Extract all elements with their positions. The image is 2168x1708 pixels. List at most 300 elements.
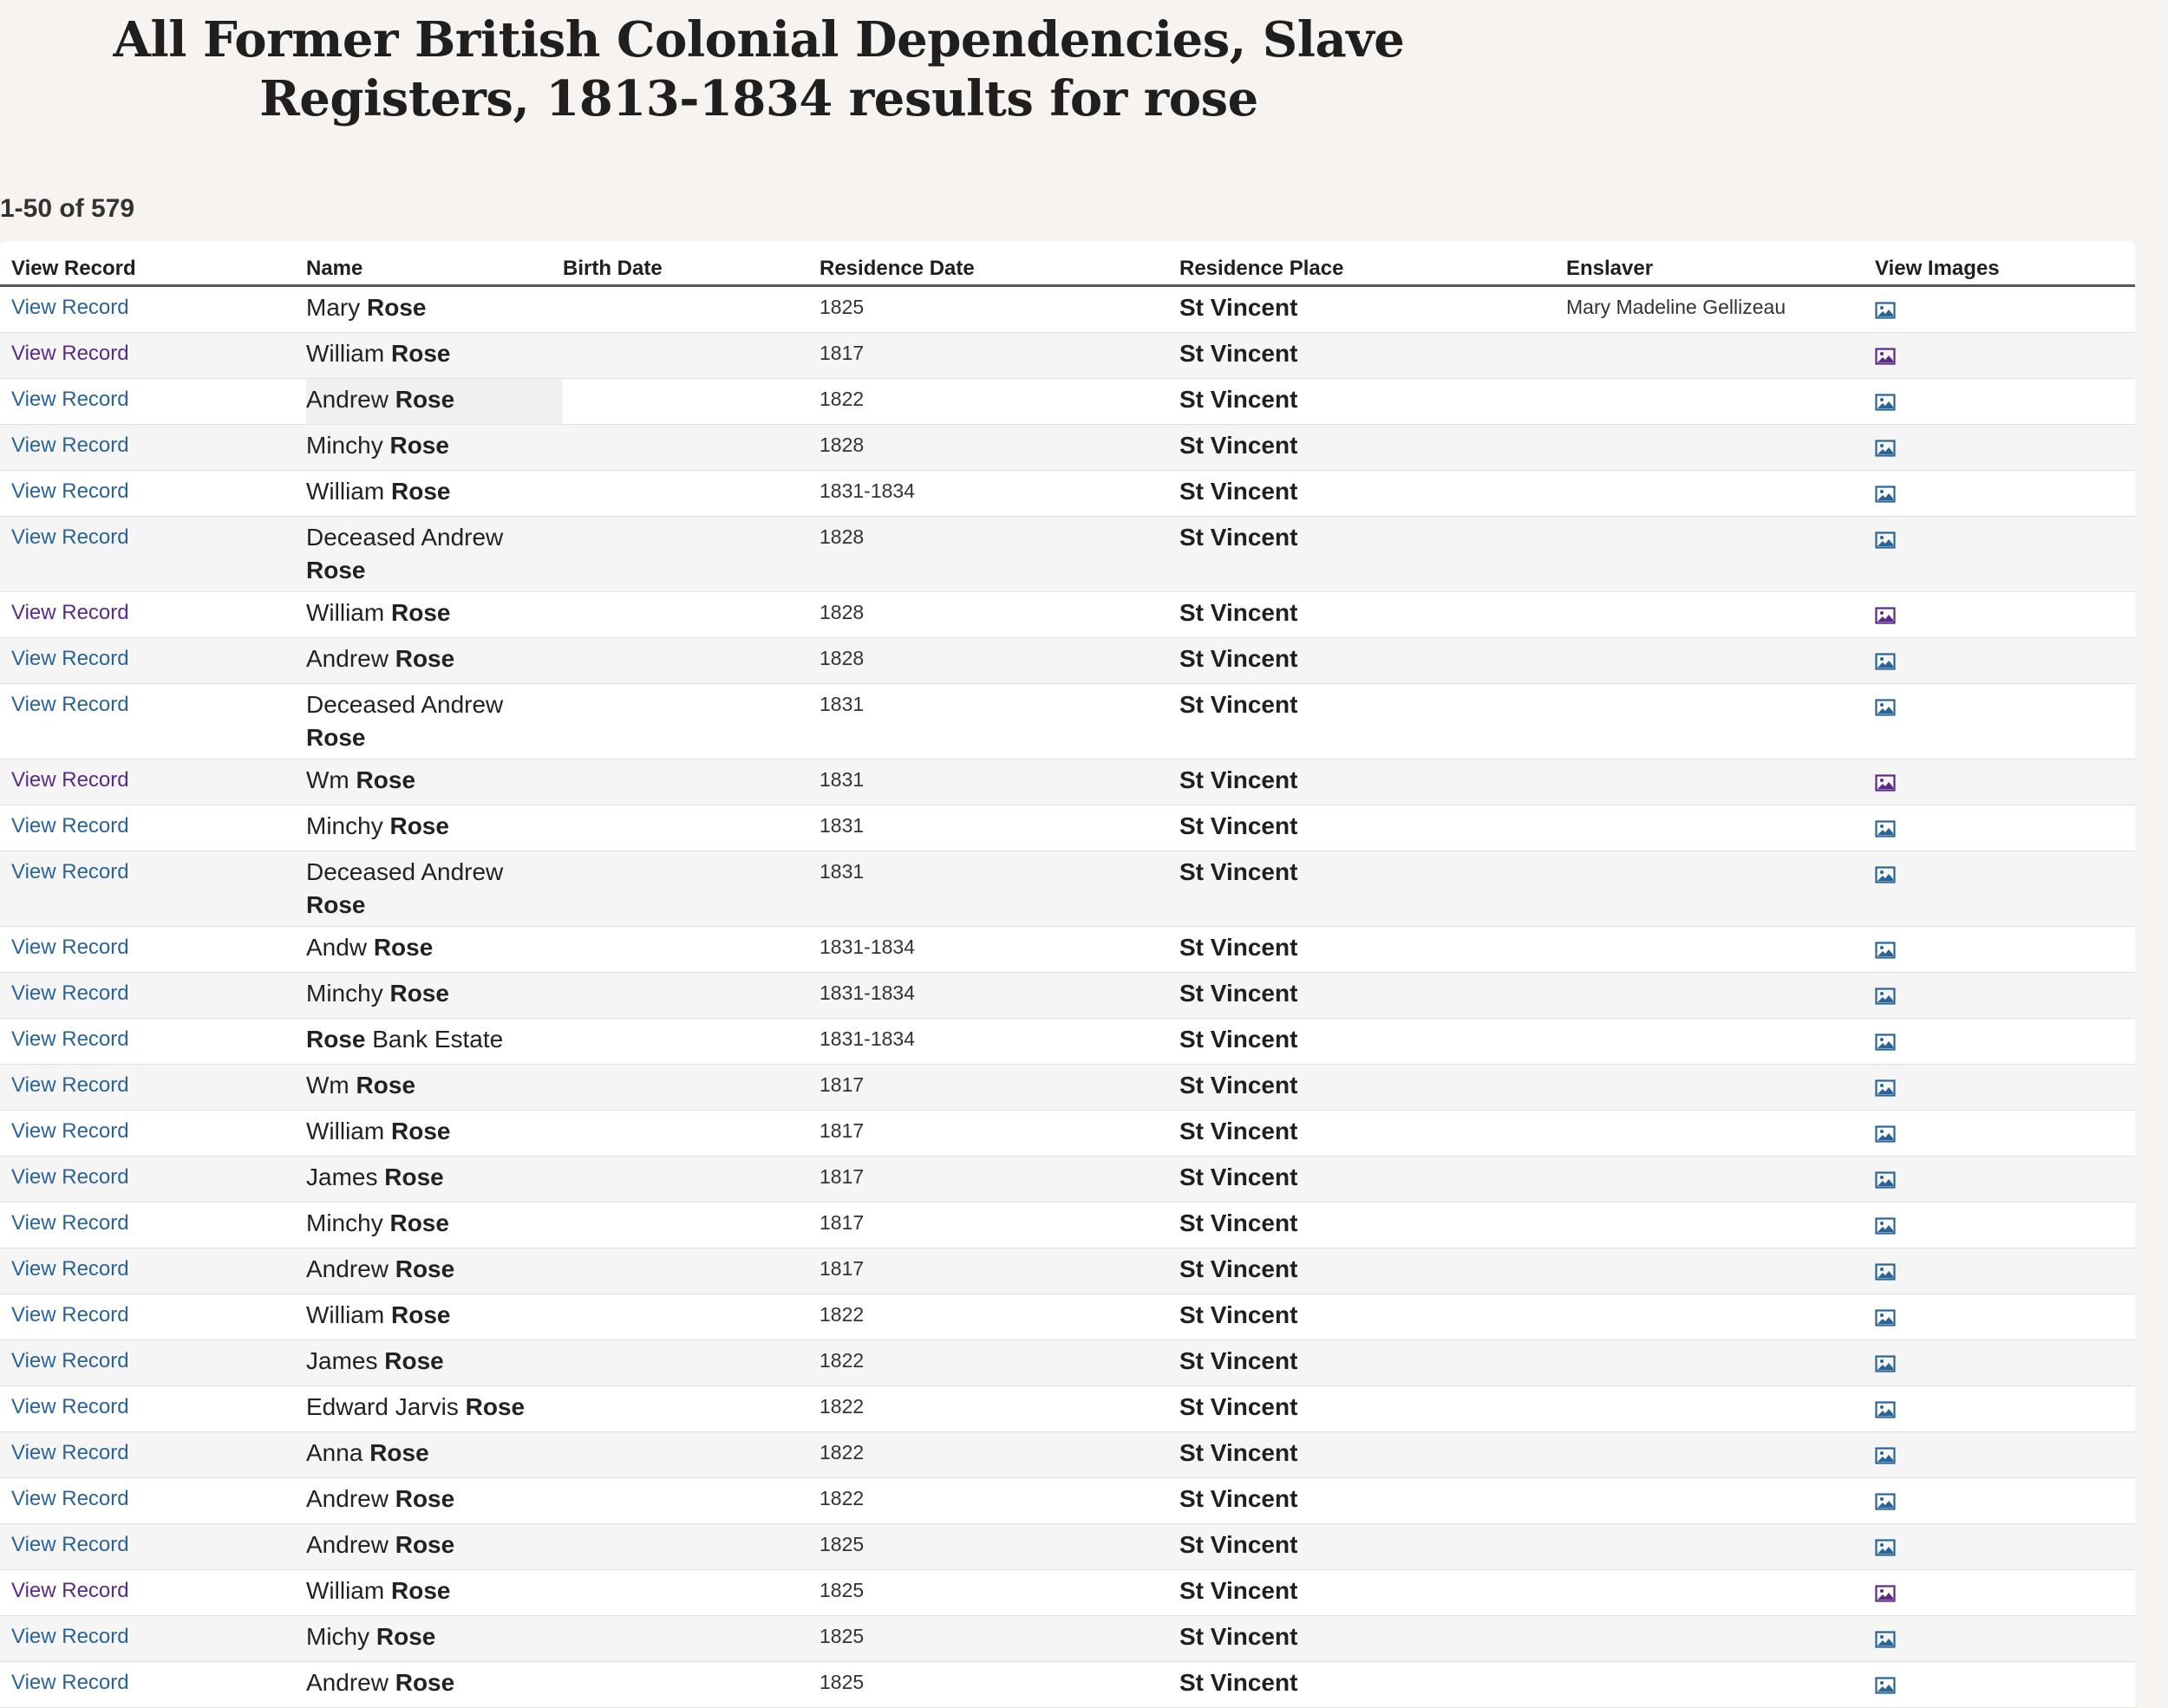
cell-view-images <box>1875 1340 2135 1386</box>
cell-residence-date <box>820 1065 1179 1111</box>
view-record-link[interactable]: View Record <box>11 814 129 838</box>
residence-date: 1817 <box>820 1257 865 1280</box>
cell-residence-date <box>820 517 1179 592</box>
cell-birth-date <box>563 805 820 851</box>
record-name <box>306 691 503 751</box>
residence-place: St Vincent <box>1179 645 1298 672</box>
cell-residence-place <box>1179 1203 1566 1248</box>
residence-place: St Vincent <box>1179 599 1298 626</box>
col-header-name: Name <box>306 241 563 286</box>
image-icon[interactable] <box>1875 1259 1896 1276</box>
cell-view-record <box>0 1478 306 1524</box>
view-record-link[interactable]: View Record <box>11 647 129 670</box>
view-record-link[interactable]: View Record <box>11 860 129 883</box>
cell-residence-date <box>820 1432 1179 1478</box>
record-name <box>306 1301 450 1328</box>
name-given: Andrew <box>306 645 389 672</box>
name-given: Minchy <box>306 432 383 459</box>
cell-name <box>306 1570 563 1616</box>
cell-enslaver <box>1566 592 1875 638</box>
cell-residence-place <box>1179 1340 1566 1386</box>
image-icon[interactable] <box>1875 435 1896 453</box>
cell-view-images <box>1875 1478 2135 1524</box>
cell-name <box>306 471 563 517</box>
record-name <box>306 1531 454 1558</box>
residence-date: 1831-1834 <box>820 935 915 958</box>
cell-view-record <box>0 638 306 684</box>
view-record-link[interactable]: View Record <box>11 1257 129 1281</box>
cell-enslaver <box>1566 425 1875 471</box>
cell-birth-date <box>563 333 820 379</box>
cell-view-record <box>0 1203 306 1248</box>
image-icon[interactable] <box>1875 1075 1896 1092</box>
record-name <box>306 812 449 839</box>
name-surname: Rose <box>384 1164 444 1190</box>
record-name <box>306 1164 444 1190</box>
cell-birth-date <box>563 1248 820 1294</box>
image-icon[interactable] <box>1875 1397 1896 1414</box>
image-icon[interactable] <box>1875 1029 1896 1046</box>
image-icon[interactable] <box>1875 1213 1896 1230</box>
residence-date: 1825 <box>820 1625 865 1647</box>
cell-name <box>306 517 563 592</box>
cell-view-images <box>1875 471 2135 517</box>
residence-date: 1817 <box>820 1073 865 1096</box>
residence-place: St Vincent <box>1179 858 1298 885</box>
cell-birth-date <box>563 1294 820 1340</box>
cell-enslaver <box>1566 1019 1875 1065</box>
table-row <box>0 973 2135 1019</box>
table-row <box>0 1065 2135 1111</box>
cell-name <box>306 1019 563 1065</box>
image-icon[interactable] <box>1875 1351 1896 1368</box>
name-surname: Rose <box>306 724 366 751</box>
cell-residence-date <box>820 638 1179 684</box>
record-name <box>306 1347 444 1374</box>
image-icon[interactable] <box>1875 481 1896 499</box>
cell-view-record <box>0 425 306 471</box>
residence-place: St Vincent <box>1179 1118 1298 1144</box>
cell-birth-date <box>563 851 820 927</box>
residence-date: 1831 <box>820 860 865 883</box>
cell-birth-date <box>563 1432 820 1478</box>
cell-view-images <box>1875 638 2135 684</box>
residence-place: St Vincent <box>1179 432 1298 459</box>
cell-enslaver <box>1566 1203 1875 1248</box>
name-given: William <box>306 1301 385 1328</box>
view-record-link[interactable]: View Record <box>11 525 129 549</box>
table-row <box>0 851 2135 927</box>
name-surname: Rose <box>373 934 434 961</box>
record-name <box>306 599 450 626</box>
residence-date: 1822 <box>820 388 865 410</box>
view-record-link[interactable]: View Record <box>11 1579 129 1602</box>
enslaver: Mary Madeline Gellizeau <box>1566 296 1786 318</box>
cell-name <box>306 1616 563 1662</box>
col-header-birth-date: Birth Date <box>563 241 820 286</box>
residence-date: 1831 <box>820 768 865 791</box>
cell-enslaver <box>1566 1662 1875 1708</box>
cell-view-images <box>1875 1524 2135 1570</box>
image-icon[interactable] <box>1875 1121 1896 1138</box>
name-given: William <box>306 478 385 505</box>
cell-residence-date <box>820 1570 1179 1616</box>
cell-view-images <box>1875 592 2135 638</box>
cell-name <box>306 1662 563 1708</box>
name-given: Andrew <box>306 386 389 413</box>
view-record-link[interactable]: View Record <box>11 1303 129 1327</box>
cell-name <box>306 638 563 684</box>
image-icon[interactable] <box>1875 770 1896 787</box>
name-given: Andrew <box>306 1255 389 1282</box>
cell-name <box>306 805 563 851</box>
cell-view-images <box>1875 333 2135 379</box>
cell-name <box>306 425 563 471</box>
cell-residence-date <box>820 1294 1179 1340</box>
residence-date: 1831 <box>820 693 865 715</box>
name-surname: Rose <box>391 340 451 367</box>
cell-residence-date <box>820 379 1179 425</box>
residence-date: 1822 <box>820 1303 865 1326</box>
col-header-view-record: View Record <box>0 241 306 286</box>
name-given: James <box>306 1347 378 1374</box>
name-surname: Rose <box>391 1118 451 1144</box>
cell-birth-date <box>563 592 820 638</box>
cell-name <box>306 1432 563 1478</box>
image-icon[interactable] <box>1875 816 1896 833</box>
name-given: Deceased Andrew <box>306 858 504 885</box>
table-row <box>0 1294 2135 1340</box>
name-surname: Rose <box>389 1209 449 1236</box>
cell-name <box>306 1065 563 1111</box>
name-surname: Rose <box>465 1393 526 1420</box>
cell-residence-date <box>820 1662 1179 1708</box>
cell-residence-date <box>820 592 1179 638</box>
name-given: Michy <box>306 1623 370 1650</box>
cell-residence-place <box>1179 684 1566 759</box>
cell-view-images <box>1875 1662 2135 1708</box>
cell-view-images <box>1875 1157 2135 1203</box>
cell-view-images <box>1875 927 2135 973</box>
residence-date: 1817 <box>820 1211 865 1234</box>
image-icon[interactable] <box>1875 1581 1896 1598</box>
view-record-link[interactable]: View Record <box>11 296 129 319</box>
table-row <box>0 1340 2135 1386</box>
residence-place: St Vincent <box>1179 1485 1298 1512</box>
name-surname: Rose <box>306 1026 366 1053</box>
residence-place: St Vincent <box>1179 691 1298 718</box>
table-row <box>0 1524 2135 1570</box>
cell-enslaver <box>1566 1340 1875 1386</box>
cell-name <box>306 927 563 973</box>
cell-enslaver <box>1566 1111 1875 1157</box>
cell-residence-date <box>820 1340 1179 1386</box>
cell-birth-date <box>563 379 820 425</box>
cell-birth-date <box>563 1478 820 1524</box>
name-given: Minchy <box>306 980 383 1007</box>
cell-birth-date <box>563 1019 820 1065</box>
name-surname: Rose <box>391 1577 451 1604</box>
cell-view-images <box>1875 517 2135 592</box>
image-icon[interactable] <box>1875 983 1896 1001</box>
cell-birth-date <box>563 471 820 517</box>
cell-residence-date <box>820 1248 1179 1294</box>
cell-residence-place <box>1179 638 1566 684</box>
cell-birth-date <box>563 517 820 592</box>
cell-residence-date <box>820 1478 1179 1524</box>
residence-date: 1822 <box>820 1395 865 1418</box>
cell-view-images <box>1875 1203 2135 1248</box>
residence-date: 1817 <box>820 1119 865 1142</box>
residence-date: 1822 <box>820 1349 865 1372</box>
image-icon[interactable] <box>1875 343 1896 361</box>
name-surname: Rose <box>389 812 449 839</box>
cell-residence-place <box>1179 1524 1566 1570</box>
name-given: James <box>306 1164 378 1190</box>
name-surname: Rose <box>395 1485 455 1512</box>
cell-enslaver <box>1566 379 1875 425</box>
cell-enslaver <box>1566 517 1875 592</box>
cell-birth-date <box>563 1065 820 1111</box>
cell-view-record <box>0 684 306 759</box>
cell-view-record <box>0 1157 306 1203</box>
cell-birth-date <box>563 1662 820 1708</box>
image-icon[interactable] <box>1875 297 1896 315</box>
cell-view-images <box>1875 379 2135 425</box>
cell-view-images <box>1875 973 2135 1019</box>
table-row <box>0 333 2135 379</box>
table-row <box>0 1570 2135 1616</box>
cell-residence-date <box>820 805 1179 851</box>
view-record-link[interactable]: View Record <box>11 935 129 959</box>
cell-residence-place <box>1179 927 1566 973</box>
record-name <box>306 294 426 321</box>
cell-view-record <box>0 1662 306 1708</box>
view-record-link[interactable]: View Record <box>11 1671 129 1694</box>
cell-view-record <box>0 1432 306 1478</box>
cell-residence-date <box>820 927 1179 973</box>
cell-view-record <box>0 1524 306 1570</box>
cell-birth-date <box>563 759 820 805</box>
name-given: Deceased Andrew <box>306 524 504 551</box>
cell-birth-date <box>563 1386 820 1432</box>
name-surname: Rose <box>356 1072 416 1098</box>
residence-place: St Vincent <box>1179 1164 1298 1190</box>
view-record-link[interactable]: View Record <box>11 434 129 457</box>
cell-residence-place <box>1179 1248 1566 1294</box>
results-table <box>0 241 2135 1708</box>
cell-view-images <box>1875 1065 2135 1111</box>
cell-view-images <box>1875 1248 2135 1294</box>
name-given: Andrew <box>306 1531 389 1558</box>
cell-enslaver <box>1566 333 1875 379</box>
table-row <box>0 1616 2135 1662</box>
view-record-link[interactable]: View Record <box>11 1441 129 1464</box>
cell-enslaver <box>1566 973 1875 1019</box>
cell-name <box>306 592 563 638</box>
image-icon[interactable] <box>1875 1627 1896 1644</box>
image-icon[interactable] <box>1875 1167 1896 1184</box>
cell-view-record <box>0 592 306 638</box>
name-surname: Rose <box>395 1255 455 1282</box>
table-row <box>0 1019 2135 1065</box>
residence-place: St Vincent <box>1179 1623 1298 1650</box>
cell-view-record <box>0 1065 306 1111</box>
view-record-link[interactable]: View Record <box>11 1533 129 1556</box>
image-icon[interactable] <box>1875 1672 1896 1690</box>
name-given: Andw <box>306 934 368 961</box>
cell-residence-date <box>820 759 1179 805</box>
cell-residence-place <box>1179 517 1566 592</box>
cell-view-record <box>0 517 306 592</box>
cell-view-record <box>0 1248 306 1294</box>
view-record-link[interactable]: View Record <box>11 1395 129 1418</box>
view-record-link[interactable]: View Record <box>11 1487 129 1510</box>
view-record-link[interactable]: View Record <box>11 1027 129 1051</box>
name-surname: Rose <box>367 294 427 321</box>
residence-date: 1825 <box>820 1533 865 1555</box>
table-row <box>0 1432 2135 1478</box>
name-surname: Rose <box>395 645 455 672</box>
view-record-link[interactable]: View Record <box>11 693 129 716</box>
image-icon[interactable] <box>1875 389 1896 407</box>
cell-residence-place <box>1179 759 1566 805</box>
cell-enslaver <box>1566 1616 1875 1662</box>
cell-view-record <box>0 759 306 805</box>
cell-view-record <box>0 927 306 973</box>
table-row <box>0 471 2135 517</box>
cell-enslaver <box>1566 638 1875 684</box>
cell-name <box>306 333 563 379</box>
view-record-link[interactable]: View Record <box>11 1119 129 1143</box>
cell-birth-date <box>563 1616 820 1662</box>
record-name <box>306 1072 415 1098</box>
view-record-link[interactable]: View Record <box>11 479 129 503</box>
record-name <box>306 1255 454 1282</box>
name-surname: Rose <box>395 1531 455 1558</box>
residence-place: St Vincent <box>1179 1301 1298 1328</box>
residence-date: 1831-1834 <box>820 981 915 1004</box>
record-name <box>306 1623 435 1650</box>
cell-enslaver <box>1566 1524 1875 1570</box>
image-icon[interactable] <box>1875 1535 1896 1552</box>
cell-name <box>306 1478 563 1524</box>
image-icon[interactable] <box>1875 1305 1896 1322</box>
cell-view-record <box>0 286 306 333</box>
cell-name <box>306 1524 563 1570</box>
cell-residence-place <box>1179 1019 1566 1065</box>
cell-view-images <box>1875 684 2135 759</box>
results-body <box>0 286 2135 1708</box>
record-name <box>306 1669 454 1696</box>
name-given: Mary <box>306 294 361 321</box>
residence-place: St Vincent <box>1179 294 1298 321</box>
cell-view-record <box>0 1340 306 1386</box>
view-record-link[interactable]: View Record <box>11 1211 129 1235</box>
cell-birth-date <box>563 1111 820 1157</box>
cell-residence-place <box>1179 592 1566 638</box>
image-icon[interactable] <box>1875 649 1896 666</box>
image-icon[interactable] <box>1875 937 1896 955</box>
record-name <box>306 645 454 672</box>
cell-residence-place <box>1179 1662 1566 1708</box>
view-record-link[interactable]: View Record <box>11 342 129 365</box>
cell-birth-date <box>563 973 820 1019</box>
cell-view-record <box>0 1570 306 1616</box>
table-row <box>0 638 2135 684</box>
record-name <box>306 432 449 459</box>
name-surname: Rose <box>391 478 451 505</box>
table-row <box>0 379 2135 425</box>
residence-place: St Vincent <box>1179 1347 1298 1374</box>
image-icon[interactable] <box>1875 862 1896 879</box>
cell-residence-date <box>820 471 1179 517</box>
residence-place: St Vincent <box>1179 934 1298 961</box>
cell-name <box>306 1386 563 1432</box>
cell-view-record <box>0 379 306 425</box>
view-record-link[interactable]: View Record <box>11 1073 129 1097</box>
name-surname: Rose <box>395 1669 455 1696</box>
view-record-link[interactable]: View Record <box>11 768 129 792</box>
cell-name <box>306 1111 563 1157</box>
cell-residence-place <box>1179 1616 1566 1662</box>
name-surname: Rose <box>391 599 451 626</box>
view-record-link[interactable]: View Record <box>11 1625 129 1648</box>
col-header-residence-date: Residence Date <box>820 241 1179 286</box>
name-surname: Rose <box>384 1347 444 1374</box>
view-record-link[interactable]: View Record <box>11 1165 129 1189</box>
residence-date: 1828 <box>820 525 865 548</box>
cell-name <box>306 851 563 927</box>
cell-residence-date <box>820 1157 1179 1203</box>
image-icon[interactable] <box>1875 1489 1896 1506</box>
cell-enslaver <box>1566 1570 1875 1616</box>
name-surname: Rose <box>356 766 416 793</box>
cell-residence-place <box>1179 1432 1566 1478</box>
residence-place: St Vincent <box>1179 524 1298 551</box>
image-icon[interactable] <box>1875 694 1896 712</box>
cell-view-record <box>0 1616 306 1662</box>
cell-enslaver <box>1566 1478 1875 1524</box>
image-icon[interactable] <box>1875 527 1896 544</box>
cell-enslaver <box>1566 286 1875 333</box>
record-name <box>306 1026 503 1053</box>
cell-residence-place <box>1179 1570 1566 1616</box>
record-name <box>306 1209 449 1236</box>
cell-residence-date <box>820 1524 1179 1570</box>
image-icon[interactable] <box>1875 1443 1896 1460</box>
col-header-view-images: View Images <box>1875 241 2135 286</box>
table-row <box>0 1478 2135 1524</box>
view-record-link[interactable]: View Record <box>11 1349 129 1372</box>
cell-enslaver <box>1566 1065 1875 1111</box>
cell-birth-date <box>563 1570 820 1616</box>
view-record-link[interactable]: View Record <box>11 981 129 1005</box>
cell-view-images <box>1875 1432 2135 1478</box>
table-row <box>0 517 2135 592</box>
name-given: Anna <box>306 1439 363 1466</box>
cell-residence-date <box>820 333 1179 379</box>
view-record-link[interactable]: View Record <box>11 388 129 411</box>
record-name <box>306 980 449 1007</box>
cell-view-images <box>1875 286 2135 333</box>
cell-birth-date <box>563 1340 820 1386</box>
table-row <box>0 425 2135 471</box>
view-record-link[interactable]: View Record <box>11 601 129 624</box>
cell-view-record <box>0 851 306 927</box>
image-icon[interactable] <box>1875 603 1896 620</box>
cell-residence-date <box>820 1111 1179 1157</box>
